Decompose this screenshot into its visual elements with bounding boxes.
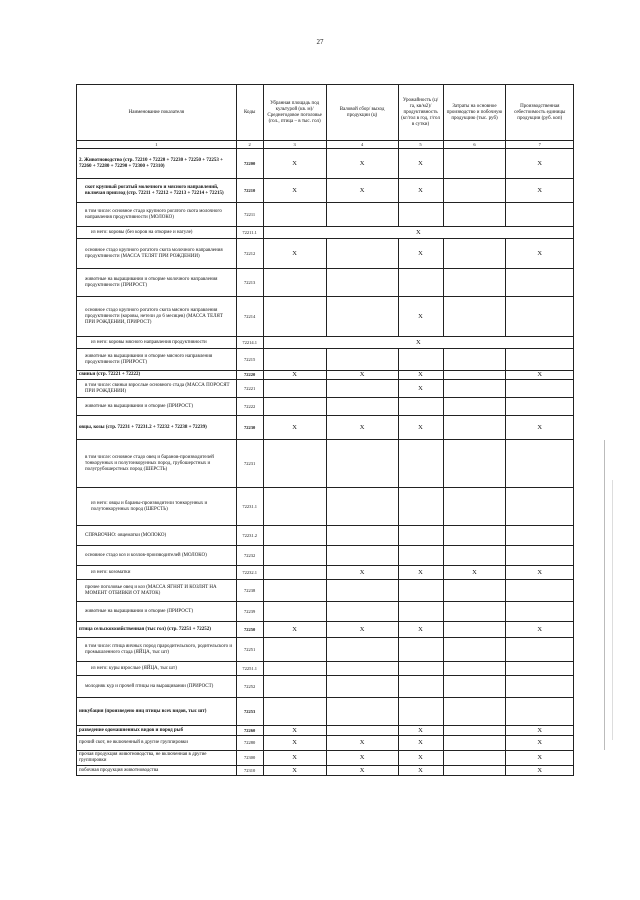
- row-name: из него: коровы мясного направления продуктивности: [77, 337, 237, 349]
- row-mark-cell: [443, 416, 506, 440]
- row-code: 72220: [236, 371, 263, 380]
- row-mark-cell: X: [398, 726, 443, 736]
- row-code: 72239: [236, 602, 263, 622]
- row-mark-cell: [326, 698, 398, 726]
- row-name: из него: куры взрослые (ЯЙЦА, тыс шт): [77, 662, 237, 676]
- row-mark-cell: [398, 349, 443, 371]
- row-mark-cell: [443, 526, 506, 546]
- row-mark-cell: X: [263, 149, 326, 179]
- row-mark-cell: [263, 440, 326, 488]
- row-mark-cell: [506, 269, 574, 297]
- row-code: 72252: [236, 676, 263, 698]
- row-mark-cell: X: [506, 766, 574, 776]
- row-mark-cell: [326, 239, 398, 269]
- row-mark-cell: X: [263, 751, 326, 766]
- row-mark-cell: [263, 380, 326, 398]
- row-mark-cell: [398, 698, 443, 726]
- row-name: животные на выращивании и откорме молочного направления продуктивности (ПРИРОСТ): [77, 269, 237, 297]
- row-mark-cell: X: [398, 622, 443, 638]
- row-mark-cell: X: [263, 239, 326, 269]
- table-row: [77, 203, 574, 227]
- row-name: 2. Животноводство (стр. 72210 + 72220 + 72230 + 72250 + 72253 + 72260 + 72280 + 72290 + 72300 + 72310): [77, 149, 237, 179]
- row-mark-cell: [398, 602, 443, 622]
- row-mark-cell: [263, 566, 326, 580]
- row-code: 72212: [236, 239, 263, 269]
- row-mark-cell: [443, 766, 506, 776]
- row-mark-cell: [506, 526, 574, 546]
- row-mark-cell: X: [398, 297, 443, 337]
- column-number: 1: [77, 141, 237, 149]
- row-mark-cell: X: [398, 371, 443, 380]
- table-row: [77, 149, 574, 179]
- table-row: [77, 662, 574, 676]
- row-name: свиньи (стр. 72221 + 72222): [77, 371, 237, 380]
- row-mark-cell: X: [506, 736, 574, 751]
- row-name: инкубация (произведено яиц птицы всех видов, тыс шт): [77, 698, 237, 726]
- row-code: 72200: [236, 149, 263, 179]
- row-name: животные на выращивании и откорме (ПРИРОСТ): [77, 602, 237, 622]
- row-code: 72231.2: [236, 526, 263, 546]
- row-mark-cell: [443, 203, 506, 227]
- row-mark-cell: [263, 662, 326, 676]
- table-row: [77, 239, 574, 269]
- row-mark-cell: [506, 580, 574, 602]
- row-mark-span: X: [263, 337, 573, 349]
- row-mark-cell: [443, 488, 506, 526]
- row-mark-cell: [263, 349, 326, 371]
- row-mark-cell: [506, 546, 574, 566]
- table-row: [77, 488, 574, 526]
- row-mark-cell: [506, 676, 574, 698]
- column-number: 3: [263, 141, 326, 149]
- table-row: [77, 602, 574, 622]
- row-mark-cell: [326, 662, 398, 676]
- column-number: 5: [398, 141, 443, 149]
- row-mark-cell: X: [326, 416, 398, 440]
- row-mark-cell: [326, 380, 398, 398]
- row-mark-cell: [506, 349, 574, 371]
- row-mark-cell: [326, 526, 398, 546]
- row-mark-cell: [506, 297, 574, 337]
- table-row: [77, 526, 574, 546]
- row-name: скот крупный рогатый молочного и мясного направлений, включая приплод (стр. 72211 + 72212 + 72213 + 72214 + 72215): [77, 179, 237, 203]
- row-code: 72213: [236, 269, 263, 297]
- row-name: из него: коровы (без коров на откорме и нагуле): [77, 227, 237, 239]
- row-mark-cell: X: [326, 149, 398, 179]
- row-mark-cell: X: [506, 622, 574, 638]
- row-mark-cell: [506, 380, 574, 398]
- row-mark-cell: X: [398, 416, 443, 440]
- row-name: прочий скот, не включенный в другие группировки: [77, 736, 237, 751]
- row-mark-cell: [326, 488, 398, 526]
- row-mark-cell: [443, 297, 506, 337]
- row-code: 72211: [236, 203, 263, 227]
- header-output: Валовой сбор/ выход продукции (ц): [326, 85, 398, 141]
- row-mark-cell: [326, 349, 398, 371]
- table-row: [77, 580, 574, 602]
- row-mark-cell: X: [263, 371, 326, 380]
- page-number: 27: [316, 38, 324, 46]
- row-mark-cell: [326, 203, 398, 227]
- table-row: [77, 380, 574, 398]
- row-mark-cell: [398, 526, 443, 546]
- row-code: 72280: [236, 736, 263, 751]
- row-mark-cell: [443, 269, 506, 297]
- row-mark-cell: [443, 380, 506, 398]
- row-mark-cell: [326, 638, 398, 662]
- row-mark-cell: [506, 698, 574, 726]
- row-mark-cell: [263, 580, 326, 602]
- row-mark-cell: X: [398, 239, 443, 269]
- row-name: животные на выращивании и откорме (ПРИРОСТ): [77, 398, 237, 416]
- table-row: [77, 751, 574, 766]
- row-name: животные на выращивании и откорме мясного направления продуктивности (ПРИРОСТ): [77, 349, 237, 371]
- table-row: [77, 398, 574, 416]
- row-mark-cell: [398, 269, 443, 297]
- row-code: 72310: [236, 766, 263, 776]
- row-name: СПРАВОЧНО: овцематки (МОЛОКО): [77, 526, 237, 546]
- table-body: [77, 149, 574, 776]
- row-mark-cell: [443, 371, 506, 380]
- table-row: [77, 736, 574, 751]
- row-mark-cell: [506, 638, 574, 662]
- table-row: [77, 416, 574, 440]
- row-mark-cell: [326, 676, 398, 698]
- row-mark-cell: [506, 203, 574, 227]
- table-row: [77, 269, 574, 297]
- table-row: [77, 227, 574, 239]
- row-mark-cell: [398, 440, 443, 488]
- row-mark-cell: X: [398, 566, 443, 580]
- row-mark-cell: X: [506, 566, 574, 580]
- row-code: 72260: [236, 726, 263, 736]
- row-mark-cell: [443, 602, 506, 622]
- row-mark-cell: X: [506, 149, 574, 179]
- row-mark-cell: [398, 676, 443, 698]
- row-code: 72253: [236, 698, 263, 726]
- table-row: [77, 179, 574, 203]
- row-name: из него: козоматки: [77, 566, 237, 580]
- row-mark-cell: X: [398, 766, 443, 776]
- row-mark-cell: [443, 440, 506, 488]
- row-code: 72251: [236, 638, 263, 662]
- row-name: овцы, козы (стр. 72231 + 72231.2 + 72232 + 72238 + 72239): [77, 416, 237, 440]
- row-name: основное стадо крупного рогатого скота мясного направления продуктивности (коровы, нетели до 6 месяцев) (МАССА ТЕЛЯТ ПРИ РОЖДЕНИИ, ПРИРОСТ): [77, 297, 237, 337]
- row-mark-cell: X: [506, 371, 574, 380]
- row-name: в том числе: птица яичных пород прародительского, родительского и промышленного стада (ЯЙЦА, тыс шт): [77, 638, 237, 662]
- row-mark-cell: [443, 149, 506, 179]
- row-code: 72232.1: [236, 566, 263, 580]
- row-mark-cell: [443, 398, 506, 416]
- row-code: 72215: [236, 349, 263, 371]
- row-mark-cell: [443, 638, 506, 662]
- row-mark-cell: X: [443, 566, 506, 580]
- row-mark-cell: X: [506, 726, 574, 736]
- table-row: [77, 440, 574, 488]
- row-code: 72214: [236, 297, 263, 337]
- table-row: [77, 638, 574, 662]
- row-name: в том числе: свиньи взрослые основного стада (МАССА ПОРОСЯТ ПРИ РОЖДЕНИИ): [77, 380, 237, 398]
- row-name: в том числе: основное стадо крупного рогатого скота молочного направления продуктивности (МОЛОКО): [77, 203, 237, 227]
- row-name: молодняк кур и прочей птицы на выращивании (ПРИРОСТ): [77, 676, 237, 698]
- row-mark-cell: [443, 676, 506, 698]
- row-code: 72231: [236, 440, 263, 488]
- table-row: [77, 622, 574, 638]
- row-mark-cell: X: [506, 751, 574, 766]
- row-code: 72232: [236, 546, 263, 566]
- row-mark-cell: [443, 698, 506, 726]
- row-code: 72238: [236, 580, 263, 602]
- column-number: 4: [326, 141, 398, 149]
- table-row: [77, 349, 574, 371]
- row-name: прочее поголовье овец и коз (МАССА ЯГНЯТ И КОЗЛЯТ НА МОМЕНТ ОТБИВКИ ОТ МАТОК): [77, 580, 237, 602]
- scan-artifact-line: [604, 440, 605, 750]
- row-mark-cell: X: [506, 416, 574, 440]
- row-mark-cell: [326, 580, 398, 602]
- row-mark-cell: X: [398, 149, 443, 179]
- row-mark-cell: [398, 488, 443, 526]
- row-mark-cell: [506, 398, 574, 416]
- row-mark-cell: [398, 638, 443, 662]
- table-row: [77, 337, 574, 349]
- row-mark-cell: [263, 526, 326, 546]
- row-mark-cell: X: [326, 751, 398, 766]
- row-name: в том числе: основное стадо овец и баранов-производителей тонкорунных и полутонкорунных пород, грубошерстных и полугрубошерстных пород (ШЕРСТЬ): [77, 440, 237, 488]
- livestock-costs-table: [76, 84, 574, 776]
- row-name: основное стадо коз и козлов-производителей (МОЛОКО): [77, 546, 237, 566]
- row-code: 72211.1: [236, 227, 263, 239]
- row-mark-cell: X: [263, 736, 326, 751]
- row-mark-cell: [443, 622, 506, 638]
- row-mark-cell: [326, 269, 398, 297]
- row-code: 72230: [236, 416, 263, 440]
- row-code: 72250: [236, 622, 263, 638]
- row-mark-cell: [443, 546, 506, 566]
- row-name: разведение одомашненных видов и пород рыб: [77, 726, 237, 736]
- table-row: [77, 546, 574, 566]
- row-mark-cell: [263, 203, 326, 227]
- row-mark-cell: [326, 602, 398, 622]
- row-name: основное стадо крупного рогатого скота молочного направления продуктивности (МАССА ТЕЛЯТ ПРИ РОЖДЕНИИ): [77, 239, 237, 269]
- row-mark-cell: [443, 239, 506, 269]
- row-mark-cell: X: [263, 622, 326, 638]
- table-row: [77, 371, 574, 380]
- row-mark-cell: [326, 297, 398, 337]
- row-mark-cell: [443, 736, 506, 751]
- row-code: 72251.1: [236, 662, 263, 676]
- table-row: [77, 676, 574, 698]
- row-mark-cell: [263, 398, 326, 416]
- row-mark-cell: [326, 398, 398, 416]
- table-row: [77, 566, 574, 580]
- row-mark-cell: [443, 349, 506, 371]
- row-mark-cell: X: [263, 766, 326, 776]
- row-name: из него: овцы и бараны-производители тонкорунных и полутонкорунных пород (ШЕРСТЬ): [77, 488, 237, 526]
- row-mark-cell: [398, 662, 443, 676]
- row-mark-cell: [326, 440, 398, 488]
- row-code: 72210: [236, 179, 263, 203]
- row-name: птица сельскохозяйственная (тыс гол) (стр. 72251 + 72252): [77, 622, 237, 638]
- row-mark-cell: X: [398, 179, 443, 203]
- row-mark-cell: [263, 638, 326, 662]
- column-number: 7: [506, 141, 574, 149]
- row-mark-cell: X: [326, 736, 398, 751]
- scan-artifact-line: [612, 480, 613, 740]
- header-unit-cost: Производственная себестоимость единицы продукции (руб. коп): [506, 85, 574, 141]
- row-mark-cell: X: [263, 416, 326, 440]
- table-row: [77, 297, 574, 337]
- table-row: [77, 726, 574, 736]
- row-mark-cell: [443, 751, 506, 766]
- header-area-livestock: Убранная площадь под культурой (кв. м)/ Среднегодовое поголовье (гол., птица – в тыс. гол): [263, 85, 326, 141]
- row-mark-cell: X: [326, 566, 398, 580]
- row-mark-cell: [506, 440, 574, 488]
- row-mark-cell: X: [263, 179, 326, 203]
- row-mark-cell: X: [326, 371, 398, 380]
- row-mark-cell: X: [506, 239, 574, 269]
- table-row: [77, 766, 574, 776]
- header-row: [77, 85, 574, 141]
- row-mark-cell: [263, 488, 326, 526]
- row-mark-cell: [263, 297, 326, 337]
- row-mark-cell: X: [326, 766, 398, 776]
- row-mark-cell: [263, 698, 326, 726]
- row-mark-cell: [506, 488, 574, 526]
- row-mark-cell: [506, 662, 574, 676]
- table-row: [77, 698, 574, 726]
- row-mark-cell: [398, 580, 443, 602]
- header-code: Коды: [236, 85, 263, 141]
- row-mark-cell: [398, 546, 443, 566]
- row-mark-cell: X: [326, 179, 398, 203]
- row-mark-cell: [263, 676, 326, 698]
- column-numbers-row: [77, 141, 574, 149]
- header-costs: Затраты на основное производство и побочную продукцию (тыс. руб): [443, 85, 506, 141]
- row-mark-span: X: [263, 227, 573, 239]
- row-mark-cell: [263, 269, 326, 297]
- row-code: 72231.1: [236, 488, 263, 526]
- header-yield: Урожайность (ц/га, кв/м2)/ продуктивность (кг/гол в год, г/гол в сутки): [398, 85, 443, 141]
- row-mark-cell: [443, 580, 506, 602]
- row-mark-cell: [398, 203, 443, 227]
- row-mark-cell: [443, 662, 506, 676]
- column-number: 2: [236, 141, 263, 149]
- row-code: 72300: [236, 751, 263, 766]
- row-mark-cell: [326, 546, 398, 566]
- header-name: Наименование показателя: [77, 85, 237, 141]
- row-code: 72214.1: [236, 337, 263, 349]
- row-name: прочая продукция животноводства, не включенная в другие группировки: [77, 751, 237, 766]
- row-name: побочная продукция животноводства: [77, 766, 237, 776]
- row-mark-cell: [263, 602, 326, 622]
- row-mark-cell: X: [398, 736, 443, 751]
- row-mark-cell: [326, 726, 398, 736]
- row-mark-cell: X: [263, 726, 326, 736]
- row-mark-cell: [506, 602, 574, 622]
- row-mark-cell: X: [398, 380, 443, 398]
- row-mark-cell: [398, 398, 443, 416]
- row-mark-cell: [443, 179, 506, 203]
- row-mark-cell: [443, 726, 506, 736]
- row-mark-cell: [263, 546, 326, 566]
- row-code: 72222: [236, 398, 263, 416]
- row-mark-cell: X: [398, 751, 443, 766]
- row-mark-cell: X: [326, 622, 398, 638]
- row-code: 72221: [236, 380, 263, 398]
- row-mark-cell: X: [506, 179, 574, 203]
- column-number: 6: [443, 141, 506, 149]
